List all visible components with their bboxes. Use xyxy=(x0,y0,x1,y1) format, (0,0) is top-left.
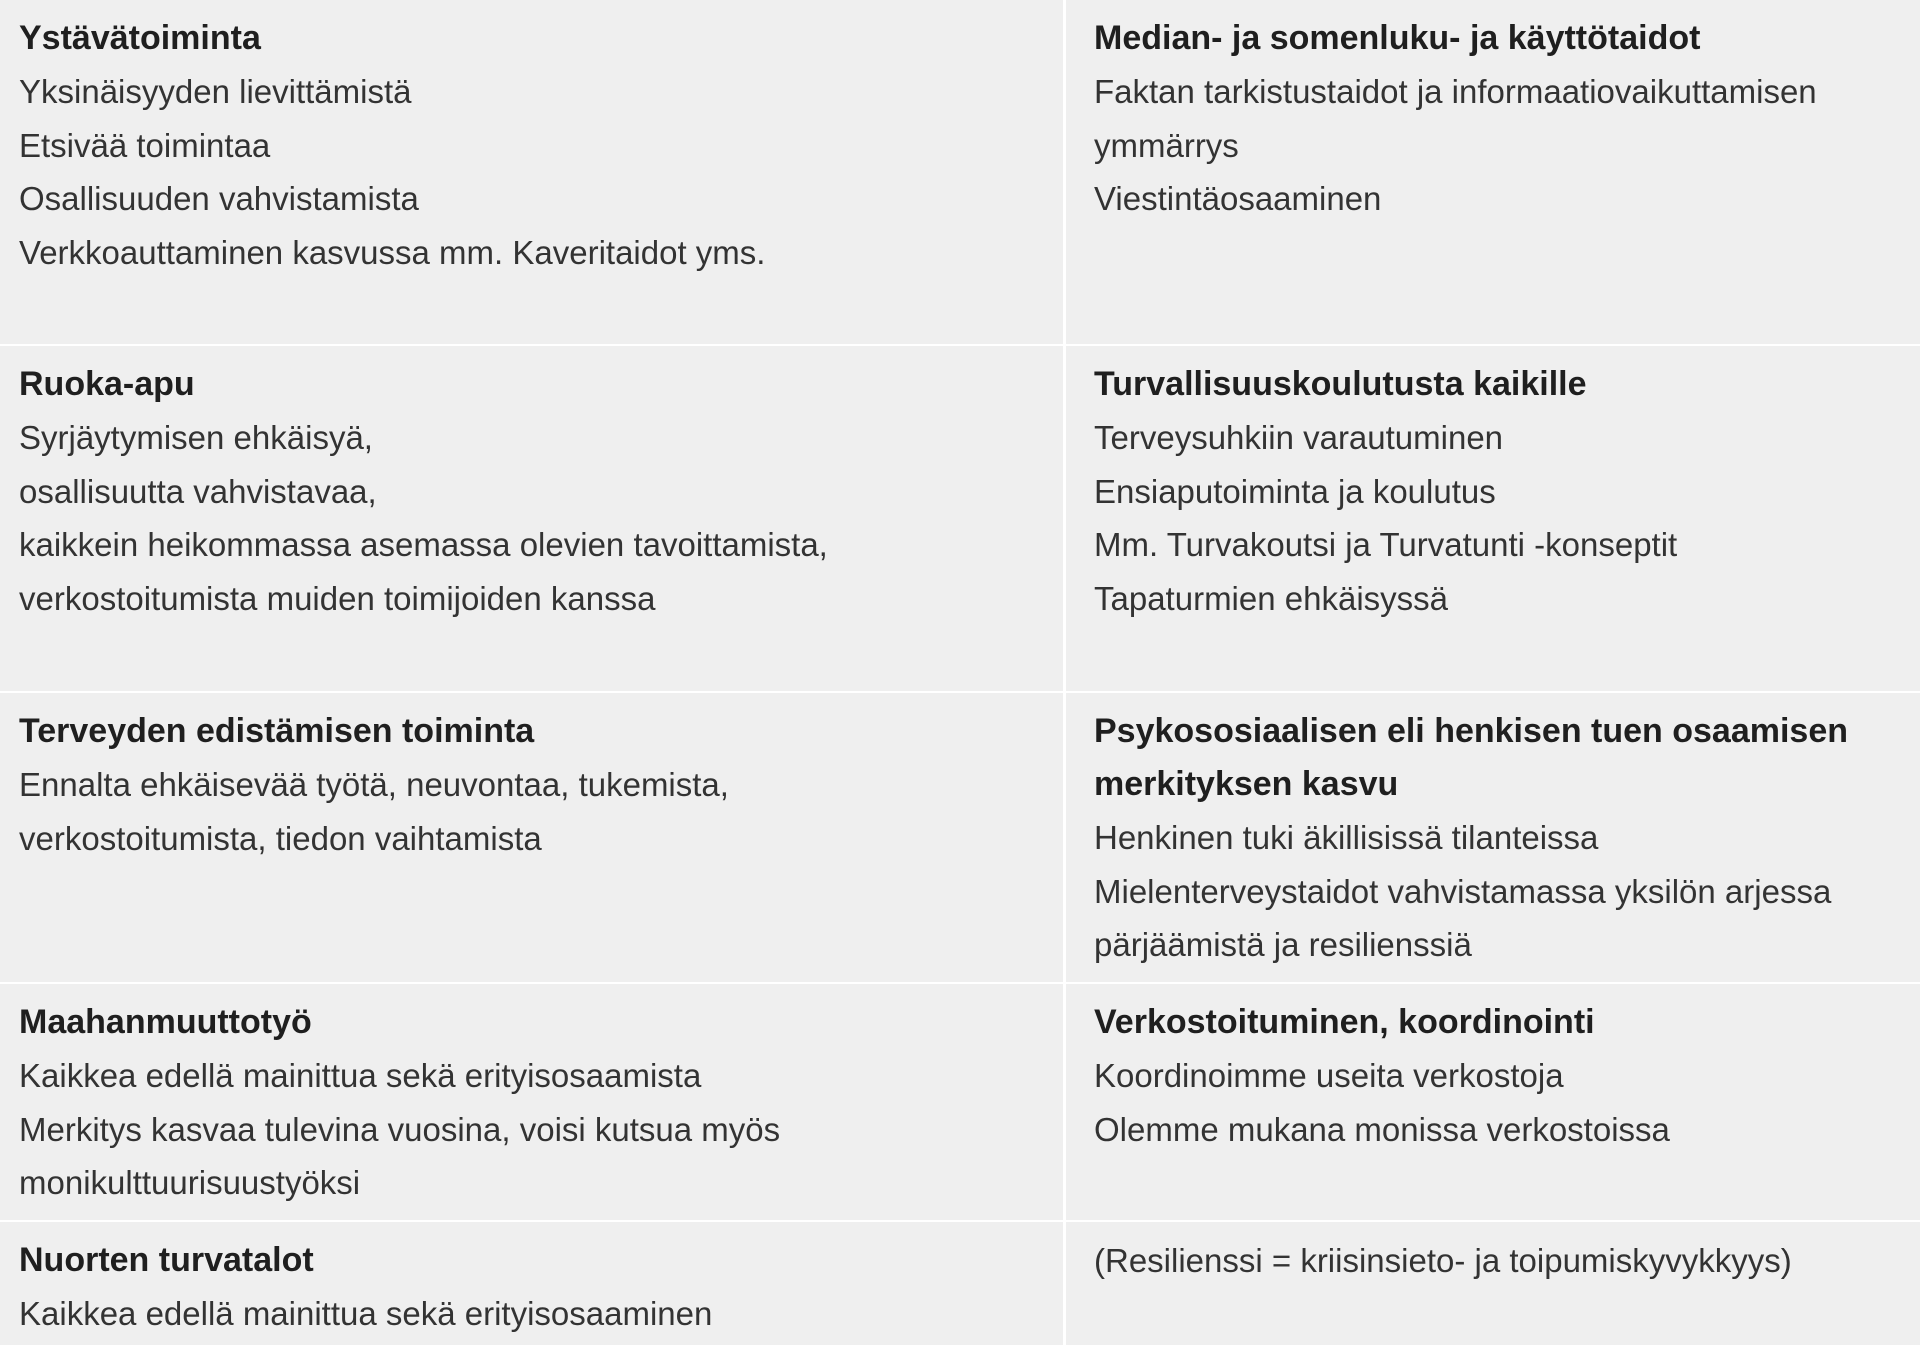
cell-ystavatoiminta xyxy=(0,0,1066,346)
cell-line: Mm. Turvakoutsi ja Turvatunti -konseptit xyxy=(1094,526,1678,563)
cell-heading: Verkostoituminen, koordinointi xyxy=(1094,1003,1595,1041)
cell-psychosocial-support xyxy=(1066,693,1920,984)
cell-immigration-work xyxy=(0,984,1066,1222)
cell-heading: Median- ja somenluku- ja käyttötaidot xyxy=(1094,19,1701,57)
cell-line: verkostoitumista muiden toimijoiden kanssa xyxy=(19,579,656,617)
cell-line: Ensiaputoiminta ja koulutus xyxy=(1094,472,1496,510)
cell-line: verkostoitumista, tiedon vaihtamista xyxy=(19,819,542,857)
cell-heading: Psykososiaalisen eli henkisen tuen osaamisen merkityksen kasvu xyxy=(1094,712,1849,803)
cell-heading: Maahanmuuttotyö xyxy=(19,1003,312,1041)
cell-ruoka-apu xyxy=(0,346,1066,693)
cell-media-literacy xyxy=(1066,0,1920,346)
cell-line: Osallisuuden vahvistamista xyxy=(19,180,419,217)
cell-heading: Ruoka-apu xyxy=(19,365,195,403)
cell-line: Tapaturmien ehkäisyssä xyxy=(1094,579,1449,617)
cell-health-promotion xyxy=(0,693,1066,984)
cell-resilience-note xyxy=(1066,1222,1920,1345)
cell-line: Etsivää toimintaa xyxy=(19,126,271,164)
cell-youth-shelters xyxy=(0,1222,1066,1345)
cell-line: Terveysuhkiin varautuminen xyxy=(1094,419,1504,456)
cell-heading: Nuorten turvatalot xyxy=(19,1241,314,1279)
cell-line: Viestintäosaaminen xyxy=(1094,180,1382,217)
cell-heading: Turvallisuuskoulutusta kaikille xyxy=(1094,365,1587,403)
resilience-definition: (Resilienssi = kriisinsieto- ja toipumiskyvykkyys) xyxy=(1094,1242,1792,1279)
cell-line: Merkitys kasvaa tulevina vuosina, voisi kutsua myös monikulttuurisuustyöksi xyxy=(19,1110,781,1201)
cell-line: Verkkoauttaminen kasvussa mm. Kaveritaidot yms. xyxy=(19,233,766,271)
cell-safety-training xyxy=(1066,346,1920,693)
cell-line: Olemme mukana monissa verkostoissa xyxy=(1094,1110,1670,1148)
cell-line: Kaikkea edellä mainittua sekä erityisosaamista xyxy=(19,1057,702,1094)
cell-line: Mielenterveystaidot vahvistamassa yksilön arjessa pärjäämistä ja resilienssiä xyxy=(1094,872,1832,963)
cell-line: Koordinoimme useita verkostoja xyxy=(1094,1057,1564,1094)
cell-line: Ennalta ehkäisevää työtä, neuvontaa, tukemista, xyxy=(19,766,729,803)
cell-line: Syrjäytymisen ehkäisyä, xyxy=(19,419,373,456)
cell-line: Yksinäisyyden lievittämistä xyxy=(19,73,412,110)
cell-heading: Ystävätoiminta xyxy=(19,19,261,57)
cell-line: kaikkein heikommassa asemassa olevien tavoittamista, xyxy=(19,526,828,563)
cell-line: Kaikkea edellä mainittua sekä erityisosaaminen xyxy=(19,1295,713,1332)
cell-line: Henkinen tuki äkillisissä tilanteissa xyxy=(1094,819,1599,856)
cell-line: osallisuutta vahvistavaa, xyxy=(19,472,377,510)
cell-heading: Terveyden edistämisen toiminta xyxy=(19,712,535,750)
cell-networking xyxy=(1066,984,1920,1222)
cell-line: Faktan tarkistustaidot ja informaatiovaikuttamisen ymmärrys xyxy=(1094,73,1817,164)
